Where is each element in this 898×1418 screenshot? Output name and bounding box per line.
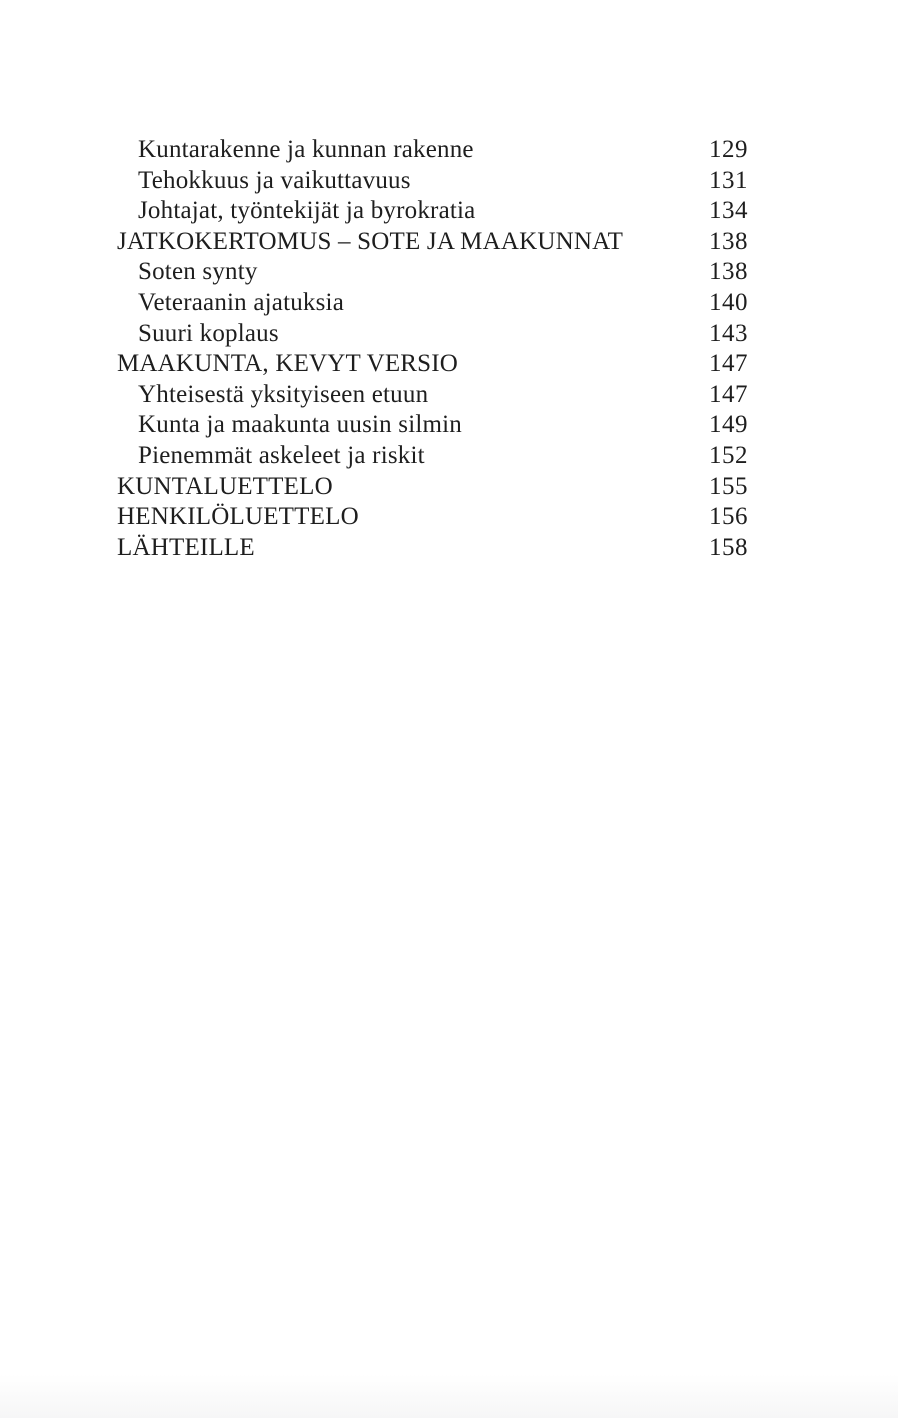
toc-entry bbox=[117, 380, 748, 411]
toc-entry bbox=[117, 349, 748, 380]
toc-entry-page-number: 138 bbox=[709, 227, 748, 255]
toc-entry bbox=[117, 288, 748, 319]
table-of-contents bbox=[117, 135, 748, 563]
toc-entry-page-number: 131 bbox=[709, 166, 748, 194]
toc-entry-title: Kuntarakenne ja kunnan rakenne bbox=[138, 136, 474, 163]
toc-entry-title: HENKILÖLUETTELO bbox=[117, 503, 359, 531]
toc-entry-title: KUNTALUETTELO bbox=[117, 472, 333, 500]
toc-entry-page-number: 143 bbox=[709, 319, 748, 347]
toc-entry-title: Suuri koplaus bbox=[138, 319, 279, 347]
toc-entry-page-number: 138 bbox=[709, 258, 748, 286]
toc-entry-title: Pienemmät askeleet ja riskit bbox=[138, 441, 425, 469]
toc-entry bbox=[117, 472, 748, 503]
toc-entry-page-number: 147 bbox=[709, 380, 748, 408]
toc-entry-title: LÄHTEILLE bbox=[117, 533, 255, 561]
toc-entry-page-number: 155 bbox=[709, 472, 748, 500]
toc-entry-title: Kunta ja maakunta uusin silmin bbox=[138, 411, 463, 439]
toc-entry bbox=[117, 441, 748, 472]
toc-entry-page-number: 149 bbox=[709, 411, 748, 439]
toc-entry-title: Yhteisestä yksityiseen etuun bbox=[138, 380, 429, 408]
toc-entry-title: Johtajat, työntekijät ja byrokratia bbox=[138, 197, 476, 225]
toc-entry bbox=[117, 319, 748, 350]
toc-entry bbox=[117, 257, 748, 288]
toc-entry bbox=[117, 135, 748, 166]
toc-entry-page-number: 134 bbox=[709, 197, 748, 225]
toc-entry-title: Tehokkuus ja vaikuttavuus bbox=[138, 166, 411, 194]
toc-entry-title: MAAKUNTA, KEVYT VERSIO bbox=[117, 350, 459, 378]
toc-entry-page-number: 152 bbox=[709, 441, 748, 469]
toc-entry-page-number: 140 bbox=[709, 288, 748, 316]
toc-entry bbox=[117, 410, 748, 441]
toc-entry-title: JATKOKERTOMUS – SOTE JA MAAKUNNAT bbox=[117, 227, 624, 255]
toc-entry-page-number: 147 bbox=[709, 350, 748, 378]
toc-entry-page-number: 129 bbox=[709, 136, 748, 163]
page-bottom-shadow bbox=[0, 1374, 898, 1418]
toc-entry bbox=[117, 502, 748, 533]
toc-entry-title: Soten synty bbox=[138, 258, 258, 286]
toc-entry-page-number: 156 bbox=[709, 503, 748, 531]
toc-entry-page-number: 158 bbox=[709, 533, 748, 561]
toc-entry bbox=[117, 227, 748, 258]
toc-entry bbox=[117, 196, 748, 227]
toc-entry bbox=[117, 533, 748, 564]
toc-entry bbox=[117, 166, 748, 197]
toc-entry-title: Veteraanin ajatuksia bbox=[138, 288, 344, 316]
